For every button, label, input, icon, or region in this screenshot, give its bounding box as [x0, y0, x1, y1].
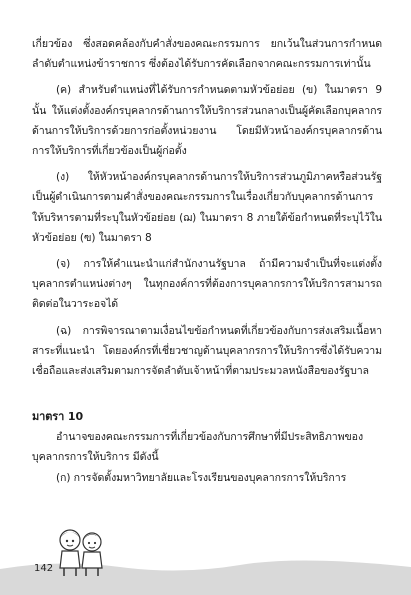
paragraph-clause-ngo: (ง) ให้หัวหน้าองค์กรบุคลากรด้านการให้บริการส่วนภูมิภาคหรือส่วนรัฐเป็นผู้ดำเนินการตามคำสั่งของคณะกรรมการในเรื่องเกี่ยวกับบุคลากรด้านการให้บริหารตามที่ระบุในหัวข้อย่อย (ฌ) ในมาตรา 8 ภายใต้ข้อกำหนดที่ระบุไว้ในหัวข้อย่อย (ฃ) ในมาตรา 8	[32, 171, 382, 244]
page-number: 142	[34, 563, 54, 574]
paragraph-clause-cho: (จ) การให้คำแนะนำแก่สำนักงานรัฐบาล ถ้ามีความจำเป็นที่จะแต่งตั้งบุคลากรตำแหน่งต่างๆ ในทุกองค์การที่ต้องการบุคลากรการให้บริการสามารถติดต่อในวาระอจได้	[32, 258, 382, 311]
paragraph-clause-chho: (ฉ) การพิจารณาตามเงื่อนไขข้อกำหนดที่เกี่ยวข้องกับการส่งเสริมเนื้อหาสาระที่แนะนำ โดยองค์กรที่เชี่ยวชาญด้านบุคลากรการให้บริการซึ่งได้รับความเชื่อถือและส่งเสริมตามการจัดลำดับเจ้าหน้าที่ตามประมวลหนังสือของรัฐบาล	[32, 324, 382, 378]
two-children-mascot-icon	[50, 524, 110, 580]
paragraph-continuation: เกี่ยวข้อง ซึ่งสอดคล้องกับคำสั่งของคณะกรรมการ ยกเว้นในส่วนการกำหนดลำดับตำแหน่งข้าราชการ ซึ่งต้องได้รับการคัดเลือกจากคณะกรรมการเท่านั้น	[32, 38, 382, 71]
section-intro-paragraph: อำนาจของคณะกรรมการที่เกี่ยวข้องกับการศึกษาที่มีประสิทธิภาพของบุคลากรการให้บริการ มีดังนี้	[32, 431, 364, 464]
body-text	[32, 34, 382, 488]
section-heading: มาตรา 10	[32, 410, 83, 424]
section-clause-ko: (ก) การจัดตั้งมหาวิทยาลัยและโรงเรียนของบุคลากรการให้บริการ	[56, 471, 347, 484]
paragraph-clause-kho: (ค) สำหรับตำแหน่งที่ได้รับการกำหนดตามหัวข้อย่อย (ข) ในมาตรา 9 นั้น ให้แต่งตั้งองค์กรบุคลากรด้านการให้บริการส่วนกลางเป็นผู้คัดเลือกบุคลากรด้านการให้บริการด้วยการก่อตั้งหน่วยงาน โดยมีหัวหน้าองค์กรบุคลากรด้านการให้บริการที่เกี่ยวข้องเป็นผู้ก่อตั้ง	[32, 84, 382, 158]
